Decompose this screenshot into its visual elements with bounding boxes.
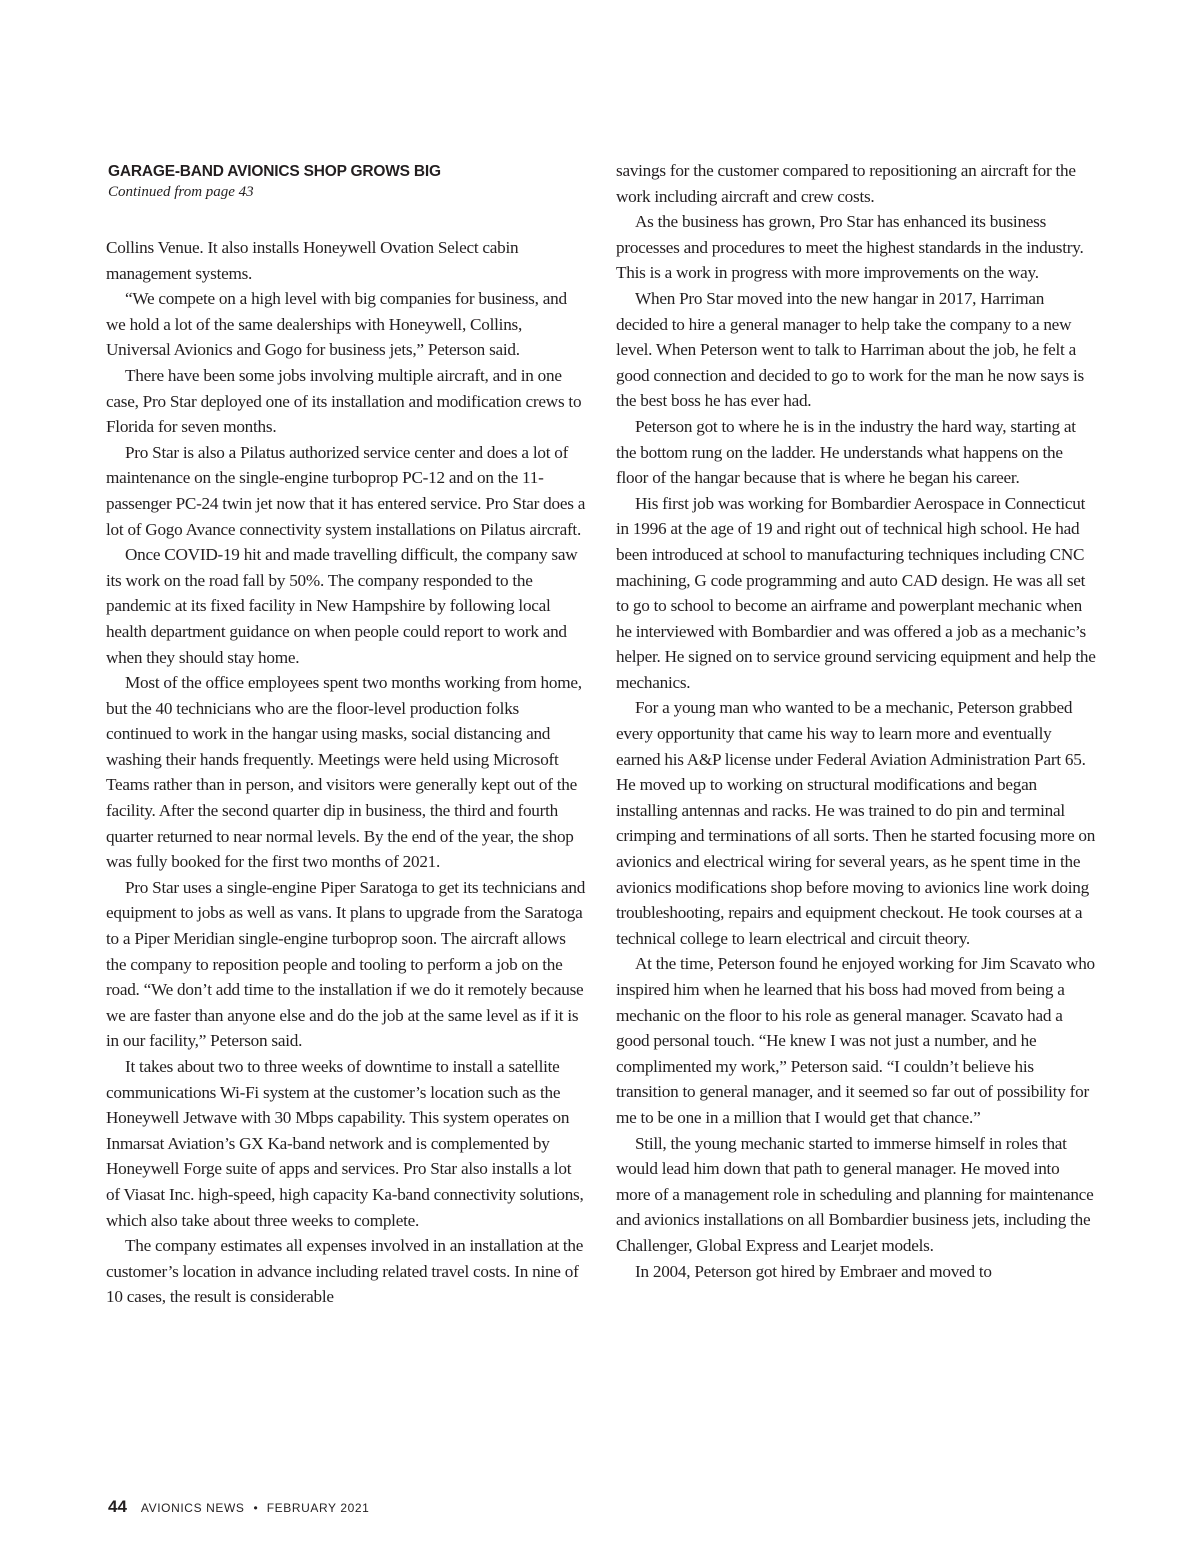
page-footer [108, 1497, 369, 1517]
paragraph: The company estimates all expenses involved in an installation at the customer’s location in advance including related travel costs. In nine of 10 cases, the result is considerable [106, 1236, 584, 1307]
left-column [106, 235, 586, 1310]
paragraph: In 2004, Peterson got hired by Embraer and moved to [635, 1261, 992, 1281]
paragraph: There have been some jobs involving multiple aircraft, and in one case, Pro Star deployed one of its installation and modification crews to Florida for seven months. [106, 365, 582, 437]
continued-note: Continued from page 43 [108, 184, 254, 200]
paragraph: Still, the young mechanic started to immerse himself in roles that would lead him down that path to general manager. He moved into more of a management role in scheduling and planning for maintenance and avionics installations on all Bombardier business jets, including the Challenger, Global Express and Learjet models. [616, 1133, 1094, 1255]
paragraph: At the time, Peterson found he enjoyed working for Jim Scavato who inspired him when he learned that his boss had moved from being a mechanic on the floor to his role as general manager. Scavato had a good personal touch. “He knew I was not just a number, and he complimented my work,” Peterson said. “I couldn’t believe his transition to general manager, and it seemed so far out of possibility for me to be one in a million that I would get that chance.” [616, 954, 1095, 1127]
page-number: 44 [108, 1497, 127, 1516]
paragraph: For a young man who wanted to be a mechanic, Peterson grabbed every opportunity that came his way to learn more and eventually earned his A&P license under Federal Aviation Administration Part 65. He moved up to working on structural modifications and began installing antennas and racks. He was trained to do pin and terminal crimping and terminations of all sorts. Then he started focusing more on avionics and electrical wiring for several years, as he spent time in the avionics modifications shop before moving to avionics line work doing troubleshooting, repairs and equipment checkout. He took courses at a technical college to learn electrical and circuit theory. [616, 698, 1096, 948]
paragraph: Peterson got to where he is in the industry the hard way, starting at the bottom rung on the ladder. He understands what happens on the floor of the hangar because that is where he began his career. [616, 416, 1076, 488]
paragraph: “We compete on a high level with big companies for business, and we hold a lot of the same dealerships with Honeywell, Collins, Universal Avionics and Gogo for business jets,” Peterson said. [106, 289, 567, 360]
paragraph: savings for the customer compared to repositioning an aircraft for the work including aircraft and crew costs. [616, 161, 1076, 206]
paragraph: Collins Venue. It also installs Honeywell Ovation Select cabin management systems. [106, 238, 519, 283]
article-header [108, 162, 578, 202]
paragraph: Once COVID-19 hit and made travelling difficult, the company saw its work on the road fall by 50%. The company responded to the pandemic at its fixed facility in New Hampshire by following local health department guidance on when people could report to work and when they should stay home. [106, 545, 578, 667]
paragraph: His first job was working for Bombardier Aerospace in Connecticut in 1996 at the age of 19 and right out of technical high school. He had been introduced at school to manufacturing techniques including CNC machining, G code programming and auto CAD design. He was all set to go to school to become an airframe and powerplant mechanic when he interviewed with Bombardier and was offered a job as a mechanic’s helper. He signed on to service ground servicing equipment and help the mechanics. [616, 493, 1096, 692]
right-column [616, 158, 1096, 1284]
paragraph: Most of the office employees spent two months working from home, but the 40 technicians who are the floor-level production folks continued to work in the hangar using masks, social distancing and washing their hands frequently. Meetings were held using Microsoft Teams rather than in person, and visitors were generally kept out of the facility. After the second quarter dip in business, the third and fourth quarter returned to near normal levels. By the end of the year, the shop was fully booked for the first two months of 2021. [106, 673, 582, 872]
article-title: GARAGE-BAND AVIONICS SHOP GROWS BIG [108, 163, 441, 180]
paragraph: When Pro Star moved into the new hangar in 2017, Harriman decided to hire a general manager to help take the company to a new level. When Peterson went to talk to Harriman about the job, he felt a good connection and decided to go to work for the man he now says is the best boss he has ever had. [616, 288, 1084, 411]
footer-separator: • [253, 1501, 258, 1515]
issue-date: FEBRUARY 2021 [266, 1501, 370, 1515]
paragraph: Pro Star is also a Pilatus authorized service center and does a lot of maintenance on the single-engine turboprop PC-12 and on the 11-passenger PC-24 twin jet now that it has entered service. Pro Star does a lot of Gogo Avance connectivity system installations on Pilatus aircraft. [106, 442, 586, 539]
paragraph: It takes about two to three weeks of downtime to install a satellite communications Wi-Fi system at the customer’s location such as the Honeywell Jetwave with 30 Mbps capability. This system operates on Inmarsat Aviation’s GX Ka-band network and is complemented by Honeywell Forge suite of apps and services. Pro Star also installs a lot of Viasat Inc. high-speed, high capacity Ka-band connectivity solutions, which also take about three weeks to complete. [106, 1057, 584, 1230]
paragraph: As the business has grown, Pro Star has enhanced its business processes and procedures to meet the highest standards in the industry. This is a work in progress with more improvements on the way. [616, 212, 1084, 283]
publication-name: AVIONICS NEWS [140, 1501, 245, 1515]
paragraph: Pro Star uses a single-engine Piper Saratoga to get its technicians and equipment to jobs as well as vans. It plans to upgrade from the Saratoga to a Piper Meridian single-engine turboprop soon. The aircraft allows the company to reposition people and tooling to perform a job on the road. “We don’t add time to the installation if we do it remotely because we are faster than anyone else and do the job at the same level as if it is in our facility,” Peterson said. [106, 877, 586, 1051]
